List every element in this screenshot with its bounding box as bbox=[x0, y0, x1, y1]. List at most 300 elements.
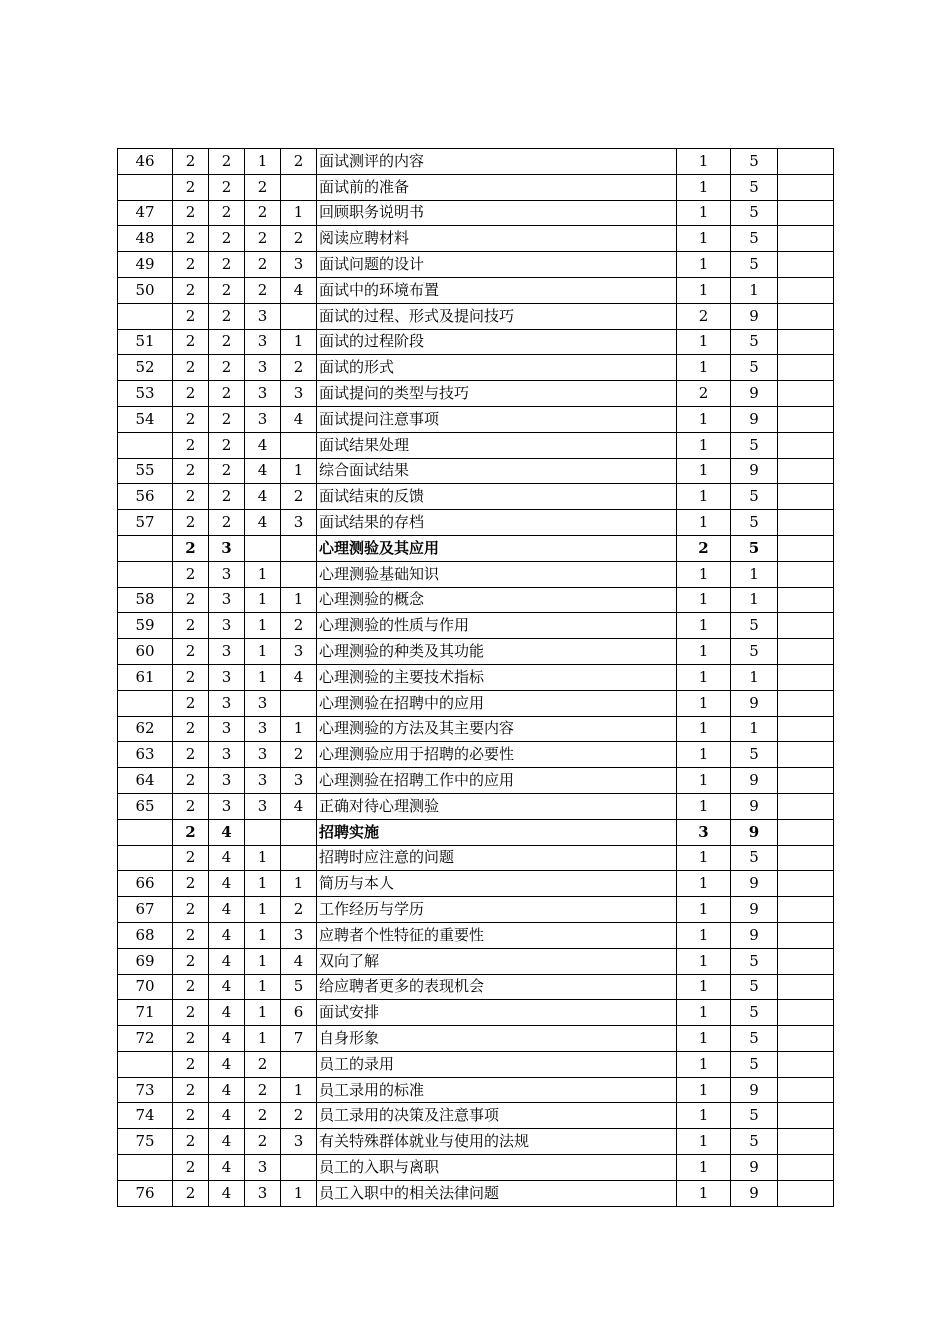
cell-weight-a: 1 bbox=[677, 793, 731, 819]
cell-weight-b: 9 bbox=[731, 897, 778, 923]
cell-number: 48 bbox=[118, 226, 173, 252]
cell-level-3: 1 bbox=[245, 897, 281, 923]
cell-weight-a: 1 bbox=[677, 510, 731, 536]
cell-level-3: 3 bbox=[245, 1155, 281, 1181]
cell-weight-b: 5 bbox=[731, 510, 778, 536]
cell-weight-a: 1 bbox=[677, 974, 731, 1000]
cell-level-2: 2 bbox=[209, 432, 245, 458]
cell-level-4: 3 bbox=[281, 639, 317, 665]
cell-title: 面试提问注意事项 bbox=[317, 406, 677, 432]
cell-title: 心理测验的概念 bbox=[317, 587, 677, 613]
table-row bbox=[118, 1026, 834, 1052]
cell-number: 63 bbox=[118, 742, 173, 768]
cell-blank bbox=[778, 406, 834, 432]
cell-blank bbox=[778, 897, 834, 923]
cell-level-4: 2 bbox=[281, 226, 317, 252]
cell-level-4: 7 bbox=[281, 1026, 317, 1052]
cell-level-4 bbox=[281, 1051, 317, 1077]
cell-level-1: 2 bbox=[173, 484, 209, 510]
cell-level-1: 2 bbox=[173, 303, 209, 329]
cell-level-4: 4 bbox=[281, 664, 317, 690]
cell-weight-a: 1 bbox=[677, 458, 731, 484]
cell-weight-b: 9 bbox=[731, 1155, 778, 1181]
cell-level-3: 2 bbox=[245, 1077, 281, 1103]
cell-weight-a: 1 bbox=[677, 1051, 731, 1077]
cell-level-1: 2 bbox=[173, 897, 209, 923]
cell-weight-b: 9 bbox=[731, 406, 778, 432]
table-row bbox=[118, 690, 834, 716]
cell-title: 心理测验基础知识 bbox=[317, 561, 677, 587]
cell-level-2: 2 bbox=[209, 329, 245, 355]
table-row bbox=[118, 1155, 834, 1181]
cell-number: 53 bbox=[118, 381, 173, 407]
table-row bbox=[118, 561, 834, 587]
cell-number: 56 bbox=[118, 484, 173, 510]
cell-weight-a: 1 bbox=[677, 1129, 731, 1155]
cell-level-1: 2 bbox=[173, 149, 209, 175]
cell-level-2: 4 bbox=[209, 948, 245, 974]
cell-weight-b: 5 bbox=[731, 1103, 778, 1129]
cell-level-3: 1 bbox=[245, 948, 281, 974]
table-row bbox=[118, 355, 834, 381]
cell-weight-a: 1 bbox=[677, 277, 731, 303]
cell-number: 51 bbox=[118, 329, 173, 355]
table-row bbox=[118, 535, 834, 561]
cell-level-2: 2 bbox=[209, 406, 245, 432]
table-row bbox=[118, 226, 834, 252]
table-row bbox=[118, 510, 834, 536]
cell-level-3: 3 bbox=[245, 690, 281, 716]
cell-level-4: 1 bbox=[281, 200, 317, 226]
cell-level-1: 2 bbox=[173, 535, 209, 561]
cell-weight-a: 1 bbox=[677, 845, 731, 871]
cell-number: 52 bbox=[118, 355, 173, 381]
cell-level-1: 2 bbox=[173, 226, 209, 252]
cell-level-2: 2 bbox=[209, 174, 245, 200]
cell-weight-a: 1 bbox=[677, 690, 731, 716]
cell-blank bbox=[778, 1077, 834, 1103]
cell-level-2: 4 bbox=[209, 871, 245, 897]
table-row bbox=[118, 742, 834, 768]
cell-level-1: 2 bbox=[173, 174, 209, 200]
cell-level-3: 4 bbox=[245, 432, 281, 458]
table-row bbox=[118, 1129, 834, 1155]
cell-title: 面试结果的存档 bbox=[317, 510, 677, 536]
table-row bbox=[118, 149, 834, 175]
cell-number bbox=[118, 432, 173, 458]
cell-level-3: 1 bbox=[245, 1026, 281, 1052]
cell-level-3: 3 bbox=[245, 355, 281, 381]
cell-blank bbox=[778, 458, 834, 484]
cell-weight-b: 1 bbox=[731, 561, 778, 587]
cell-level-4: 3 bbox=[281, 922, 317, 948]
cell-weight-a: 1 bbox=[677, 768, 731, 794]
cell-weight-b: 9 bbox=[731, 922, 778, 948]
cell-blank bbox=[778, 639, 834, 665]
cell-blank bbox=[778, 252, 834, 278]
cell-level-1: 2 bbox=[173, 922, 209, 948]
cell-level-4: 2 bbox=[281, 613, 317, 639]
cell-weight-b: 5 bbox=[731, 252, 778, 278]
cell-level-3: 2 bbox=[245, 1051, 281, 1077]
cell-weight-a: 1 bbox=[677, 174, 731, 200]
cell-title: 招聘时应注意的问题 bbox=[317, 845, 677, 871]
cell-level-3: 1 bbox=[245, 561, 281, 587]
cell-level-2: 2 bbox=[209, 381, 245, 407]
cell-title: 面试安排 bbox=[317, 1000, 677, 1026]
table-row bbox=[118, 252, 834, 278]
cell-level-3: 3 bbox=[245, 303, 281, 329]
cell-level-2: 3 bbox=[209, 793, 245, 819]
cell-weight-a: 1 bbox=[677, 664, 731, 690]
cell-weight-b: 1 bbox=[731, 277, 778, 303]
cell-weight-b: 9 bbox=[731, 871, 778, 897]
cell-level-4: 2 bbox=[281, 355, 317, 381]
cell-title: 面试的形式 bbox=[317, 355, 677, 381]
cell-number: 70 bbox=[118, 974, 173, 1000]
cell-level-3: 1 bbox=[245, 639, 281, 665]
cell-blank bbox=[778, 716, 834, 742]
cell-weight-a: 1 bbox=[677, 897, 731, 923]
cell-number bbox=[118, 535, 173, 561]
cell-weight-b: 9 bbox=[731, 819, 778, 845]
cell-level-1: 2 bbox=[173, 329, 209, 355]
cell-level-3: 3 bbox=[245, 406, 281, 432]
cell-title: 面试的过程、形式及提问技巧 bbox=[317, 303, 677, 329]
table-row bbox=[118, 1051, 834, 1077]
cell-weight-a: 1 bbox=[677, 742, 731, 768]
cell-level-4: 2 bbox=[281, 742, 317, 768]
cell-level-2: 3 bbox=[209, 639, 245, 665]
cell-title: 应聘者个性特征的重要性 bbox=[317, 922, 677, 948]
cell-level-1: 2 bbox=[173, 355, 209, 381]
cell-number bbox=[118, 845, 173, 871]
cell-level-3: 3 bbox=[245, 381, 281, 407]
cell-title: 面试前的准备 bbox=[317, 174, 677, 200]
cell-weight-b: 5 bbox=[731, 149, 778, 175]
cell-weight-b: 5 bbox=[731, 1000, 778, 1026]
cell-level-1: 2 bbox=[173, 1155, 209, 1181]
cell-level-1: 2 bbox=[173, 1051, 209, 1077]
cell-weight-b: 1 bbox=[731, 664, 778, 690]
cell-title: 心理测验的性质与作用 bbox=[317, 613, 677, 639]
cell-level-4 bbox=[281, 819, 317, 845]
cell-level-2: 2 bbox=[209, 484, 245, 510]
cell-title: 心理测验在招聘工作中的应用 bbox=[317, 768, 677, 794]
cell-weight-a: 2 bbox=[677, 535, 731, 561]
cell-level-3: 2 bbox=[245, 174, 281, 200]
cell-blank bbox=[778, 1129, 834, 1155]
cell-level-3: 3 bbox=[245, 329, 281, 355]
cell-blank bbox=[778, 1051, 834, 1077]
cell-level-3: 1 bbox=[245, 587, 281, 613]
cell-level-1: 2 bbox=[173, 948, 209, 974]
cell-number: 71 bbox=[118, 1000, 173, 1026]
cell-level-1: 2 bbox=[173, 1103, 209, 1129]
cell-level-2: 2 bbox=[209, 277, 245, 303]
cell-number: 65 bbox=[118, 793, 173, 819]
table-body bbox=[118, 149, 834, 1207]
cell-blank bbox=[778, 484, 834, 510]
cell-level-1: 2 bbox=[173, 587, 209, 613]
syllabus-table bbox=[117, 148, 834, 1207]
cell-weight-a: 1 bbox=[677, 1155, 731, 1181]
cell-title: 面试提问的类型与技巧 bbox=[317, 381, 677, 407]
cell-level-1: 2 bbox=[173, 1180, 209, 1206]
cell-title: 员工入职中的相关法律问题 bbox=[317, 1180, 677, 1206]
cell-level-1: 2 bbox=[173, 871, 209, 897]
cell-number: 54 bbox=[118, 406, 173, 432]
cell-title: 给应聘者更多的表现机会 bbox=[317, 974, 677, 1000]
cell-blank bbox=[778, 1103, 834, 1129]
table-row bbox=[118, 484, 834, 510]
cell-blank bbox=[778, 1180, 834, 1206]
cell-weight-b: 5 bbox=[731, 1026, 778, 1052]
cell-weight-a: 1 bbox=[677, 329, 731, 355]
cell-weight-a: 1 bbox=[677, 1000, 731, 1026]
cell-number bbox=[118, 303, 173, 329]
table-row bbox=[118, 1000, 834, 1026]
cell-weight-b: 5 bbox=[731, 226, 778, 252]
cell-level-2: 4 bbox=[209, 1051, 245, 1077]
cell-level-1: 2 bbox=[173, 742, 209, 768]
cell-level-3: 1 bbox=[245, 1000, 281, 1026]
cell-level-3 bbox=[245, 535, 281, 561]
cell-number: 47 bbox=[118, 200, 173, 226]
cell-number: 66 bbox=[118, 871, 173, 897]
cell-weight-a: 1 bbox=[677, 561, 731, 587]
cell-level-2: 2 bbox=[209, 226, 245, 252]
cell-blank bbox=[778, 845, 834, 871]
table-row bbox=[118, 381, 834, 407]
cell-blank bbox=[778, 613, 834, 639]
cell-level-4 bbox=[281, 845, 317, 871]
cell-weight-b: 5 bbox=[731, 355, 778, 381]
cell-level-4: 2 bbox=[281, 897, 317, 923]
cell-number: 67 bbox=[118, 897, 173, 923]
cell-weight-b: 5 bbox=[731, 1051, 778, 1077]
cell-title: 双向了解 bbox=[317, 948, 677, 974]
cell-blank bbox=[778, 587, 834, 613]
cell-level-1: 2 bbox=[173, 793, 209, 819]
cell-level-3: 1 bbox=[245, 613, 281, 639]
table-row bbox=[118, 1103, 834, 1129]
cell-level-4 bbox=[281, 1155, 317, 1181]
cell-blank bbox=[778, 690, 834, 716]
cell-title: 面试的过程阶段 bbox=[317, 329, 677, 355]
cell-number: 68 bbox=[118, 922, 173, 948]
cell-title: 自身形象 bbox=[317, 1026, 677, 1052]
cell-level-3: 1 bbox=[245, 871, 281, 897]
cell-number bbox=[118, 819, 173, 845]
cell-level-2: 2 bbox=[209, 200, 245, 226]
cell-weight-b: 1 bbox=[731, 587, 778, 613]
table-row bbox=[118, 329, 834, 355]
cell-weight-b: 5 bbox=[731, 329, 778, 355]
cell-weight-b: 5 bbox=[731, 742, 778, 768]
cell-level-2: 4 bbox=[209, 897, 245, 923]
cell-level-2: 4 bbox=[209, 1026, 245, 1052]
cell-weight-b: 5 bbox=[731, 484, 778, 510]
table-row bbox=[118, 277, 834, 303]
cell-level-3 bbox=[245, 819, 281, 845]
cell-level-3: 4 bbox=[245, 484, 281, 510]
cell-level-3: 2 bbox=[245, 277, 281, 303]
cell-level-2: 3 bbox=[209, 561, 245, 587]
cell-weight-a: 1 bbox=[677, 252, 731, 278]
cell-level-4: 3 bbox=[281, 252, 317, 278]
cell-title: 员工录用的标准 bbox=[317, 1077, 677, 1103]
cell-number: 57 bbox=[118, 510, 173, 536]
cell-level-1: 2 bbox=[173, 561, 209, 587]
cell-blank bbox=[778, 768, 834, 794]
table-row bbox=[118, 974, 834, 1000]
cell-weight-b: 9 bbox=[731, 1180, 778, 1206]
cell-level-1: 2 bbox=[173, 664, 209, 690]
cell-blank bbox=[778, 277, 834, 303]
cell-number bbox=[118, 1051, 173, 1077]
cell-weight-b: 5 bbox=[731, 974, 778, 1000]
cell-level-3: 1 bbox=[245, 845, 281, 871]
table-row bbox=[118, 200, 834, 226]
cell-number: 75 bbox=[118, 1129, 173, 1155]
cell-level-3: 2 bbox=[245, 1103, 281, 1129]
cell-level-2: 2 bbox=[209, 303, 245, 329]
cell-level-3: 2 bbox=[245, 200, 281, 226]
cell-level-1: 2 bbox=[173, 406, 209, 432]
cell-weight-b: 5 bbox=[731, 1129, 778, 1155]
table-row bbox=[118, 845, 834, 871]
table-row bbox=[118, 639, 834, 665]
cell-level-2: 3 bbox=[209, 716, 245, 742]
cell-level-2: 3 bbox=[209, 742, 245, 768]
cell-level-4: 5 bbox=[281, 974, 317, 1000]
cell-blank bbox=[778, 871, 834, 897]
cell-weight-b: 9 bbox=[731, 768, 778, 794]
cell-title: 心理测验应用于招聘的必要性 bbox=[317, 742, 677, 768]
cell-level-4: 1 bbox=[281, 871, 317, 897]
table-row bbox=[118, 1077, 834, 1103]
cell-weight-b: 5 bbox=[731, 613, 778, 639]
cell-number: 55 bbox=[118, 458, 173, 484]
cell-level-1: 2 bbox=[173, 1129, 209, 1155]
table-row bbox=[118, 587, 834, 613]
cell-level-2: 2 bbox=[209, 458, 245, 484]
cell-level-1: 2 bbox=[173, 200, 209, 226]
cell-level-4: 1 bbox=[281, 458, 317, 484]
cell-level-4: 3 bbox=[281, 1129, 317, 1155]
cell-weight-a: 2 bbox=[677, 381, 731, 407]
cell-weight-b: 5 bbox=[731, 174, 778, 200]
cell-level-2: 2 bbox=[209, 355, 245, 381]
cell-weight-b: 9 bbox=[731, 303, 778, 329]
table-row bbox=[118, 406, 834, 432]
cell-level-2: 3 bbox=[209, 664, 245, 690]
cell-blank bbox=[778, 174, 834, 200]
cell-level-3: 1 bbox=[245, 922, 281, 948]
cell-level-2: 3 bbox=[209, 535, 245, 561]
cell-level-1: 2 bbox=[173, 432, 209, 458]
cell-blank bbox=[778, 535, 834, 561]
cell-weight-a: 1 bbox=[677, 355, 731, 381]
cell-number bbox=[118, 174, 173, 200]
cell-level-2: 4 bbox=[209, 845, 245, 871]
cell-level-4: 4 bbox=[281, 948, 317, 974]
cell-blank bbox=[778, 510, 834, 536]
table-row bbox=[118, 897, 834, 923]
table-row bbox=[118, 303, 834, 329]
cell-blank bbox=[778, 561, 834, 587]
table-row bbox=[118, 922, 834, 948]
cell-weight-b: 5 bbox=[731, 845, 778, 871]
cell-level-3: 1 bbox=[245, 664, 281, 690]
table-row bbox=[118, 458, 834, 484]
cell-blank bbox=[778, 742, 834, 768]
cell-level-4: 2 bbox=[281, 149, 317, 175]
cell-level-2: 3 bbox=[209, 613, 245, 639]
cell-blank bbox=[778, 1155, 834, 1181]
table-row bbox=[118, 613, 834, 639]
cell-number: 46 bbox=[118, 149, 173, 175]
cell-number bbox=[118, 1155, 173, 1181]
cell-weight-a: 1 bbox=[677, 613, 731, 639]
cell-weight-a: 1 bbox=[677, 1077, 731, 1103]
cell-blank bbox=[778, 922, 834, 948]
cell-blank bbox=[778, 355, 834, 381]
cell-number bbox=[118, 690, 173, 716]
cell-number: 76 bbox=[118, 1180, 173, 1206]
cell-level-3: 2 bbox=[245, 1129, 281, 1155]
cell-blank bbox=[778, 948, 834, 974]
table-row bbox=[118, 1180, 834, 1206]
cell-blank bbox=[778, 149, 834, 175]
cell-weight-a: 1 bbox=[677, 1026, 731, 1052]
table-row bbox=[118, 664, 834, 690]
cell-level-4: 1 bbox=[281, 716, 317, 742]
cell-number: 64 bbox=[118, 768, 173, 794]
cell-weight-a: 1 bbox=[677, 1180, 731, 1206]
cell-weight-b: 5 bbox=[731, 432, 778, 458]
table-row bbox=[118, 819, 834, 845]
cell-weight-a: 1 bbox=[677, 871, 731, 897]
cell-level-1: 2 bbox=[173, 974, 209, 1000]
cell-level-4: 3 bbox=[281, 768, 317, 794]
cell-level-3: 4 bbox=[245, 510, 281, 536]
cell-level-3: 3 bbox=[245, 768, 281, 794]
cell-level-1: 2 bbox=[173, 845, 209, 871]
cell-level-1: 2 bbox=[173, 1026, 209, 1052]
cell-weight-a: 1 bbox=[677, 432, 731, 458]
cell-weight-a: 1 bbox=[677, 716, 731, 742]
table-row bbox=[118, 768, 834, 794]
cell-number: 61 bbox=[118, 664, 173, 690]
cell-level-4: 4 bbox=[281, 277, 317, 303]
cell-level-2: 3 bbox=[209, 587, 245, 613]
cell-weight-a: 1 bbox=[677, 484, 731, 510]
cell-level-3: 3 bbox=[245, 716, 281, 742]
cell-level-4 bbox=[281, 432, 317, 458]
cell-title: 招聘实施 bbox=[317, 819, 677, 845]
cell-title: 面试问题的设计 bbox=[317, 252, 677, 278]
cell-title: 面试中的环境布置 bbox=[317, 277, 677, 303]
cell-level-4 bbox=[281, 561, 317, 587]
cell-level-2: 2 bbox=[209, 252, 245, 278]
table-row bbox=[118, 716, 834, 742]
cell-number: 60 bbox=[118, 639, 173, 665]
cell-level-4 bbox=[281, 303, 317, 329]
table-row bbox=[118, 871, 834, 897]
cell-level-2: 4 bbox=[209, 922, 245, 948]
